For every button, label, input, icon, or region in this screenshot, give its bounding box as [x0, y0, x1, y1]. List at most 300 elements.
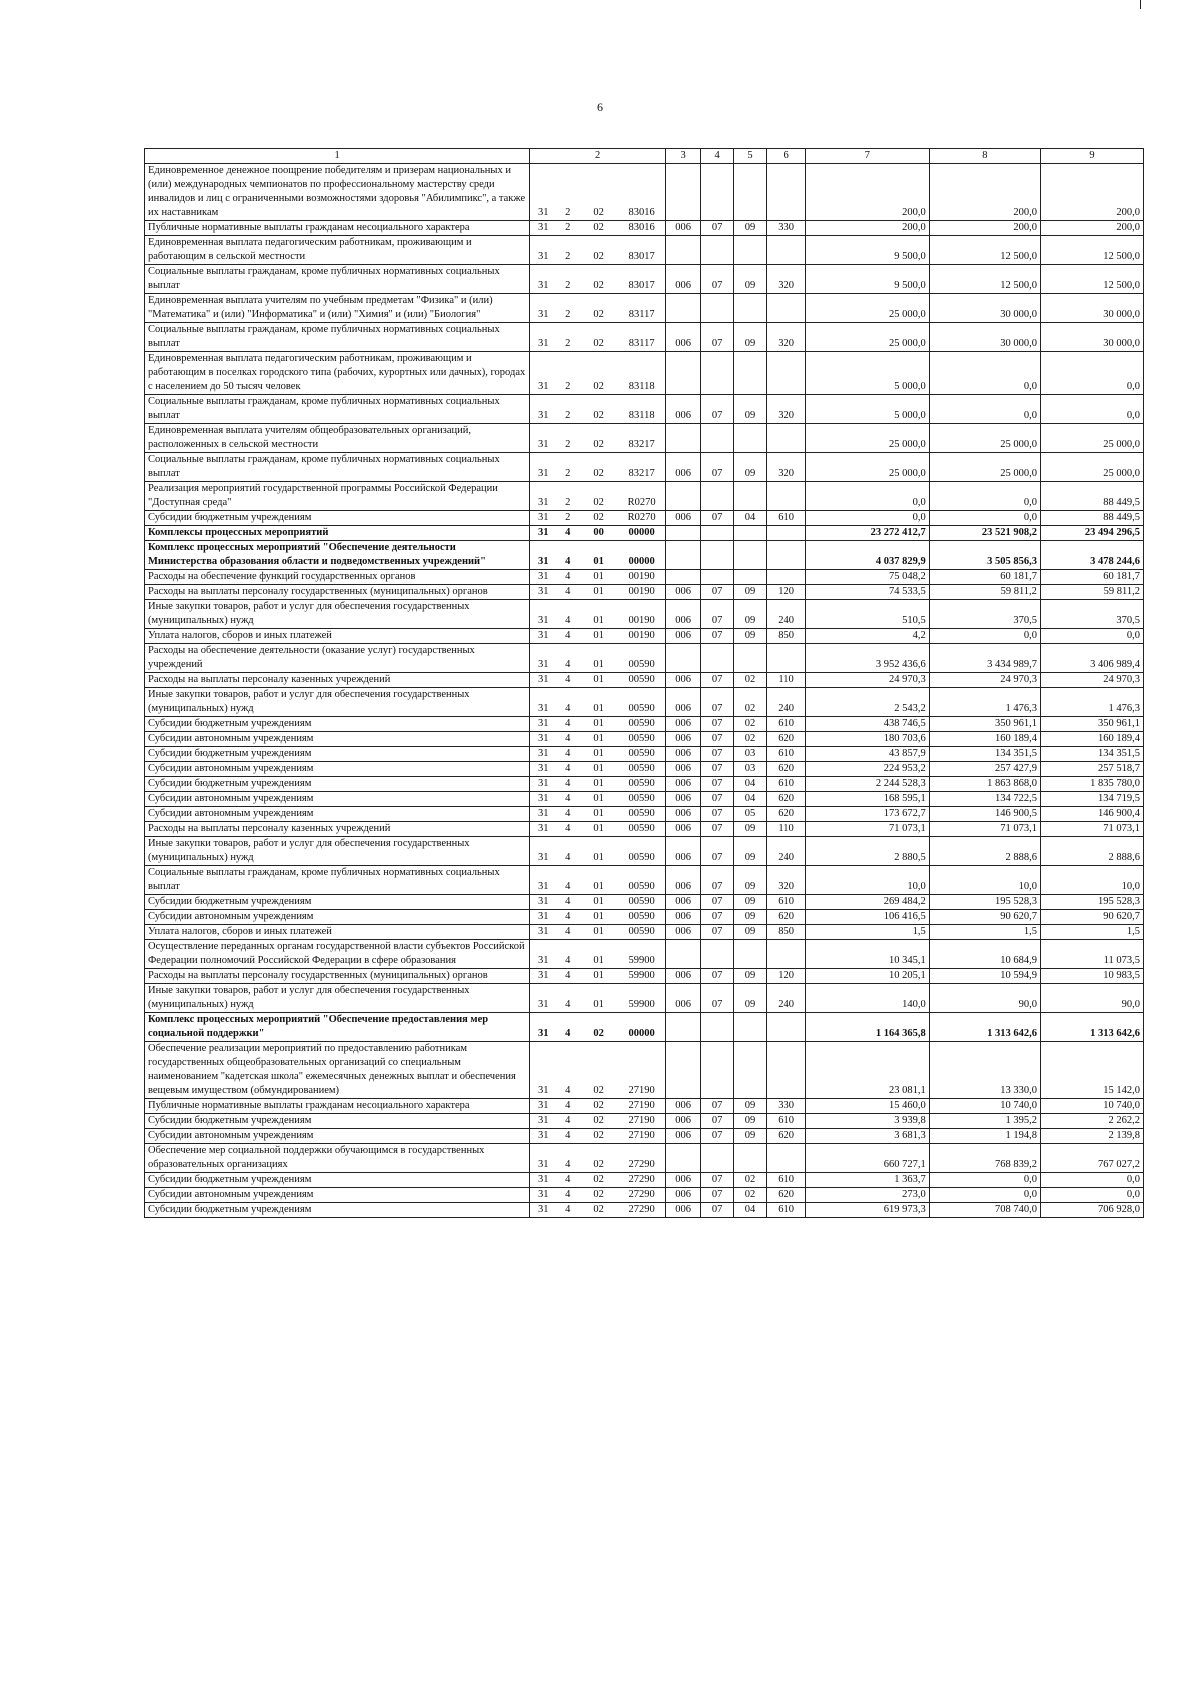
direction-code: 00590 — [618, 688, 665, 717]
row-name: Субсидии автономным учреждениям — [145, 807, 530, 822]
table-row — [145, 762, 1144, 777]
expense-type-code: 240 — [767, 837, 806, 866]
subprogram-code: 2 — [556, 352, 579, 395]
row-name: Комплекс процессных мероприятий "Обеспечение деятельности Министерства образования области и подведомственных учреждений" — [145, 541, 530, 570]
amount-year-2: 134 351,5 — [929, 747, 1040, 762]
row-name: Субсидии автономным учреждениям — [145, 762, 530, 777]
subprogram-code: 4 — [556, 762, 579, 777]
amount-year-1: 10,0 — [806, 866, 930, 895]
subsection-code: 09 — [734, 600, 767, 629]
section-code: 07 — [701, 777, 734, 792]
amount-year-2: 1 863 868,0 — [929, 777, 1040, 792]
row-name: Единовременная выплата педагогическим работникам, проживающим и работающим в поселках городского типа (рабочих, курортных или дачных), городах с населением до 50 тысяч человек — [145, 352, 530, 395]
section-code — [701, 644, 734, 673]
row-name: Социальные выплаты гражданам, кроме публичных нормативных социальных выплат — [145, 323, 530, 352]
amount-year-1: 273,0 — [806, 1188, 930, 1203]
amount-year-1: 25 000,0 — [806, 424, 930, 453]
subprogram-code: 4 — [556, 807, 579, 822]
section-code: 07 — [701, 747, 734, 762]
amount-year-3: 3 478 244,6 — [1040, 541, 1143, 570]
amount-year-1: 168 595,1 — [806, 792, 930, 807]
amount-year-2: 146 900,5 — [929, 807, 1040, 822]
subprogram-code: 4 — [556, 526, 579, 541]
amount-year-1: 510,5 — [806, 600, 930, 629]
table-row — [145, 688, 1144, 717]
subsection-code — [734, 236, 767, 265]
section-code — [701, 294, 734, 323]
amount-year-2: 195 528,3 — [929, 895, 1040, 910]
subprogram-code: 4 — [556, 910, 579, 925]
amount-year-3: 12 500,0 — [1040, 265, 1143, 294]
expense-type-code: 320 — [767, 265, 806, 294]
amount-year-1: 269 484,2 — [806, 895, 930, 910]
subsection-code: 03 — [734, 762, 767, 777]
table-row — [145, 895, 1144, 910]
program-code: 31 — [530, 1013, 557, 1042]
section-code: 07 — [701, 910, 734, 925]
department-code: 006 — [666, 895, 701, 910]
subprogram-code: 4 — [556, 585, 579, 600]
amount-year-2: 71 073,1 — [929, 822, 1040, 837]
department-code: 006 — [666, 984, 701, 1013]
event-code: 01 — [579, 570, 618, 585]
subprogram-code: 2 — [556, 395, 579, 424]
event-code: 01 — [579, 717, 618, 732]
department-code: 006 — [666, 717, 701, 732]
department-code: 006 — [666, 600, 701, 629]
subsection-code — [734, 940, 767, 969]
program-code: 31 — [530, 236, 557, 265]
program-code: 31 — [530, 895, 557, 910]
table-row — [145, 482, 1144, 511]
amount-year-3: 1 313 642,6 — [1040, 1013, 1143, 1042]
direction-code: 59900 — [618, 969, 665, 984]
section-code: 07 — [701, 1129, 734, 1144]
event-code: 01 — [579, 688, 618, 717]
program-code: 31 — [530, 1042, 557, 1099]
subprogram-code: 4 — [556, 1129, 579, 1144]
subsection-code — [734, 526, 767, 541]
column-header: 7 — [806, 149, 930, 164]
program-code: 31 — [530, 541, 557, 570]
department-code — [666, 236, 701, 265]
program-code: 31 — [530, 424, 557, 453]
row-name: Субсидии бюджетным учреждениям — [145, 895, 530, 910]
amount-year-3: 160 189,4 — [1040, 732, 1143, 747]
direction-code: 00590 — [618, 777, 665, 792]
subprogram-code: 4 — [556, 1203, 579, 1218]
table-row — [145, 585, 1144, 600]
department-code — [666, 570, 701, 585]
direction-code: R0270 — [618, 482, 665, 511]
row-name: Социальные выплаты гражданам, кроме публичных нормативных социальных выплат — [145, 453, 530, 482]
amount-year-2: 30 000,0 — [929, 294, 1040, 323]
subprogram-code: 2 — [556, 482, 579, 511]
amount-year-2: 257 427,9 — [929, 762, 1040, 777]
amount-year-1: 1 363,7 — [806, 1173, 930, 1188]
department-code: 006 — [666, 969, 701, 984]
row-name: Расходы на выплаты персоналу казенных учреждений — [145, 673, 530, 688]
event-code: 01 — [579, 762, 618, 777]
direction-code: 83217 — [618, 453, 665, 482]
direction-code: 27290 — [618, 1203, 665, 1218]
amount-year-1: 25 000,0 — [806, 453, 930, 482]
department-code: 006 — [666, 453, 701, 482]
section-code: 07 — [701, 1173, 734, 1188]
expense-type-code — [767, 541, 806, 570]
event-code: 02 — [579, 1114, 618, 1129]
section-code — [701, 424, 734, 453]
subsection-code — [734, 1144, 767, 1173]
event-code: 02 — [579, 1013, 618, 1042]
subsection-code: 04 — [734, 1203, 767, 1218]
event-code: 02 — [579, 453, 618, 482]
amount-year-3: 10 740,0 — [1040, 1099, 1143, 1114]
program-code: 31 — [530, 747, 557, 762]
expense-type-code: 610 — [767, 777, 806, 792]
department-code — [666, 164, 701, 221]
expense-type-code: 620 — [767, 762, 806, 777]
row-name: Реализация мероприятий государственной программы Российской Федерации "Доступная среда" — [145, 482, 530, 511]
table-row — [145, 717, 1144, 732]
row-name: Комплекс процессных мероприятий "Обеспечение предоставления мер социальной поддержки" — [145, 1013, 530, 1042]
subsection-code — [734, 570, 767, 585]
amount-year-2: 1,5 — [929, 925, 1040, 940]
amount-year-1: 619 973,3 — [806, 1203, 930, 1218]
table-row — [145, 1188, 1144, 1203]
department-code: 006 — [666, 585, 701, 600]
amount-year-1: 71 073,1 — [806, 822, 930, 837]
expense-type-code: 610 — [767, 1203, 806, 1218]
section-code: 07 — [701, 221, 734, 236]
direction-code: 83016 — [618, 164, 665, 221]
section-code: 07 — [701, 895, 734, 910]
corner-mark — [1140, 0, 1141, 9]
amount-year-1: 0,0 — [806, 511, 930, 526]
program-code: 31 — [530, 940, 557, 969]
subsection-code — [734, 482, 767, 511]
amount-year-3: 370,5 — [1040, 600, 1143, 629]
expense-type-code — [767, 482, 806, 511]
department-code: 006 — [666, 688, 701, 717]
row-name: Социальные выплаты гражданам, кроме публичных нормативных социальных выплат — [145, 866, 530, 895]
subprogram-code: 4 — [556, 969, 579, 984]
expense-type-code: 320 — [767, 453, 806, 482]
amount-year-2: 0,0 — [929, 395, 1040, 424]
amount-year-2: 768 839,2 — [929, 1144, 1040, 1173]
direction-code: 00000 — [618, 541, 665, 570]
department-code: 006 — [666, 511, 701, 526]
department-code: 006 — [666, 866, 701, 895]
event-code: 02 — [579, 221, 618, 236]
department-code: 006 — [666, 629, 701, 644]
section-code: 07 — [701, 984, 734, 1013]
section-code: 07 — [701, 629, 734, 644]
amount-year-1: 200,0 — [806, 164, 930, 221]
row-name: Единовременная выплата учителям общеобразовательных организаций, расположенных в сельской местности — [145, 424, 530, 453]
amount-year-3: 30 000,0 — [1040, 294, 1143, 323]
direction-code: 00190 — [618, 629, 665, 644]
expense-type-code — [767, 164, 806, 221]
subsection-code: 09 — [734, 629, 767, 644]
expense-type-code — [767, 1042, 806, 1099]
subsection-code: 09 — [734, 910, 767, 925]
amount-year-3: 2 139,8 — [1040, 1129, 1143, 1144]
subprogram-code: 4 — [556, 629, 579, 644]
subsection-code: 09 — [734, 265, 767, 294]
program-code: 31 — [530, 1144, 557, 1173]
subsection-code: 09 — [734, 984, 767, 1013]
program-code: 31 — [530, 585, 557, 600]
event-code: 01 — [579, 792, 618, 807]
amount-year-2: 30 000,0 — [929, 323, 1040, 352]
event-code: 02 — [579, 1203, 618, 1218]
table-row — [145, 777, 1144, 792]
section-code — [701, 1013, 734, 1042]
program-code: 31 — [530, 1129, 557, 1144]
amount-year-2: 1 395,2 — [929, 1114, 1040, 1129]
section-code: 07 — [701, 265, 734, 294]
section-code: 07 — [701, 323, 734, 352]
table-row — [145, 629, 1144, 644]
program-code: 31 — [530, 1203, 557, 1218]
department-code: 006 — [666, 777, 701, 792]
subsection-code: 09 — [734, 837, 767, 866]
amount-year-3: 0,0 — [1040, 395, 1143, 424]
department-code: 006 — [666, 1173, 701, 1188]
direction-code: 00590 — [618, 837, 665, 866]
department-code: 006 — [666, 747, 701, 762]
expense-type-code: 620 — [767, 732, 806, 747]
amount-year-2: 24 970,3 — [929, 673, 1040, 688]
expense-type-code — [767, 352, 806, 395]
section-code: 07 — [701, 925, 734, 940]
section-code: 07 — [701, 688, 734, 717]
subsection-code: 09 — [734, 822, 767, 837]
direction-code: 00590 — [618, 910, 665, 925]
amount-year-3: 200,0 — [1040, 221, 1143, 236]
amount-year-2: 708 740,0 — [929, 1203, 1040, 1218]
row-name: Обеспечение мер социальной поддержки обучающимся в государственных образовательных организациях — [145, 1144, 530, 1173]
subprogram-code: 4 — [556, 940, 579, 969]
table-row — [145, 984, 1144, 1013]
event-code: 02 — [579, 395, 618, 424]
direction-code: 83117 — [618, 323, 665, 352]
column-header: 3 — [666, 149, 701, 164]
table-row — [145, 453, 1144, 482]
table-row — [145, 600, 1144, 629]
subsection-code — [734, 294, 767, 323]
amount-year-3: 24 970,3 — [1040, 673, 1143, 688]
amount-year-1: 75 048,2 — [806, 570, 930, 585]
amount-year-3: 90,0 — [1040, 984, 1143, 1013]
subprogram-code: 4 — [556, 673, 579, 688]
row-name: Субсидии автономным учреждениям — [145, 1129, 530, 1144]
event-code: 02 — [579, 1042, 618, 1099]
table-row — [145, 747, 1144, 762]
table-row — [145, 1173, 1144, 1188]
event-code: 01 — [579, 837, 618, 866]
amount-year-1: 2 543,2 — [806, 688, 930, 717]
direction-code: 83017 — [618, 265, 665, 294]
amount-year-2: 134 722,5 — [929, 792, 1040, 807]
department-code: 006 — [666, 837, 701, 866]
amount-year-2: 0,0 — [929, 629, 1040, 644]
direction-code: 00590 — [618, 644, 665, 673]
direction-code: 00000 — [618, 526, 665, 541]
table-row — [145, 395, 1144, 424]
section-code: 07 — [701, 732, 734, 747]
program-code: 31 — [530, 526, 557, 541]
amount-year-3: 88 449,5 — [1040, 482, 1143, 511]
direction-code: 27290 — [618, 1188, 665, 1203]
subsection-code: 09 — [734, 925, 767, 940]
subsection-code: 09 — [734, 221, 767, 236]
department-code — [666, 1013, 701, 1042]
department-code: 006 — [666, 1099, 701, 1114]
amount-year-3: 350 961,1 — [1040, 717, 1143, 732]
subsection-code — [734, 644, 767, 673]
program-code: 31 — [530, 600, 557, 629]
subsection-code — [734, 164, 767, 221]
event-code: 02 — [579, 482, 618, 511]
row-name: Субсидии автономным учреждениям — [145, 792, 530, 807]
department-code — [666, 541, 701, 570]
section-code — [701, 1144, 734, 1173]
subprogram-code: 4 — [556, 747, 579, 762]
amount-year-2: 10,0 — [929, 866, 1040, 895]
event-code: 01 — [579, 732, 618, 747]
event-code: 02 — [579, 1144, 618, 1173]
amount-year-3: 88 449,5 — [1040, 511, 1143, 526]
amount-year-2: 13 330,0 — [929, 1042, 1040, 1099]
program-code: 31 — [530, 673, 557, 688]
section-code — [701, 541, 734, 570]
amount-year-2: 2 888,6 — [929, 837, 1040, 866]
row-name: Уплата налогов, сборов и иных платежей — [145, 629, 530, 644]
program-code: 31 — [530, 629, 557, 644]
department-code — [666, 940, 701, 969]
section-code — [701, 482, 734, 511]
subprogram-code: 4 — [556, 792, 579, 807]
department-code: 006 — [666, 1114, 701, 1129]
expense-type-code: 850 — [767, 925, 806, 940]
amount-year-1: 3 681,3 — [806, 1129, 930, 1144]
subsection-code: 09 — [734, 969, 767, 984]
direction-code: 83118 — [618, 395, 665, 424]
amount-year-3: 10,0 — [1040, 866, 1143, 895]
program-code: 31 — [530, 777, 557, 792]
amount-year-2: 0,0 — [929, 1173, 1040, 1188]
table-row — [145, 1013, 1144, 1042]
program-code: 31 — [530, 984, 557, 1013]
expense-type-code — [767, 644, 806, 673]
amount-year-3: 257 518,7 — [1040, 762, 1143, 777]
budget-table — [144, 148, 1144, 1218]
program-code: 31 — [530, 910, 557, 925]
direction-code: 00590 — [618, 762, 665, 777]
section-code: 07 — [701, 717, 734, 732]
amount-year-3: 195 528,3 — [1040, 895, 1143, 910]
table-row — [145, 526, 1144, 541]
table-row — [145, 1042, 1144, 1099]
event-code: 01 — [579, 585, 618, 600]
event-code: 02 — [579, 1188, 618, 1203]
table-row — [145, 837, 1144, 866]
subprogram-code: 4 — [556, 1013, 579, 1042]
section-code: 07 — [701, 511, 734, 526]
program-code: 31 — [530, 792, 557, 807]
row-name: Единовременная выплата педагогическим работникам, проживающим и работающим в сельской местности — [145, 236, 530, 265]
program-code: 31 — [530, 221, 557, 236]
table-row — [145, 265, 1144, 294]
amount-year-3: 706 928,0 — [1040, 1203, 1143, 1218]
table-row — [145, 221, 1144, 236]
department-code — [666, 1144, 701, 1173]
direction-code: 00000 — [618, 1013, 665, 1042]
direction-code: 00190 — [618, 585, 665, 600]
event-code: 01 — [579, 822, 618, 837]
amount-year-1: 224 953,2 — [806, 762, 930, 777]
row-name: Субсидии автономным учреждениям — [145, 732, 530, 747]
amount-year-3: 10 983,5 — [1040, 969, 1143, 984]
row-name: Иные закупки товаров, работ и услуг для обеспечения государственных (муниципальных) нужд — [145, 984, 530, 1013]
amount-year-3: 60 181,7 — [1040, 570, 1143, 585]
amount-year-3: 0,0 — [1040, 1188, 1143, 1203]
row-name: Иные закупки товаров, работ и услуг для обеспечения государственных (муниципальных) нужд — [145, 837, 530, 866]
section-code: 07 — [701, 1188, 734, 1203]
event-code: 01 — [579, 777, 618, 792]
program-code: 31 — [530, 762, 557, 777]
amount-year-1: 5 000,0 — [806, 352, 930, 395]
amount-year-3: 1 476,3 — [1040, 688, 1143, 717]
page-number: 6 — [597, 100, 603, 114]
subprogram-code: 4 — [556, 837, 579, 866]
program-code: 31 — [530, 969, 557, 984]
event-code: 02 — [579, 164, 618, 221]
amount-year-1: 180 703,6 — [806, 732, 930, 747]
row-name: Расходы на выплаты персоналу государственных (муниципальных) органов — [145, 585, 530, 600]
subsection-code: 09 — [734, 1114, 767, 1129]
amount-year-3: 25 000,0 — [1040, 453, 1143, 482]
subsection-code: 02 — [734, 688, 767, 717]
subsection-code: 09 — [734, 895, 767, 910]
subprogram-code: 4 — [556, 541, 579, 570]
amount-year-1: 2 244 528,3 — [806, 777, 930, 792]
amount-year-3: 134 351,5 — [1040, 747, 1143, 762]
event-code: 01 — [579, 747, 618, 762]
amount-year-1: 2 880,5 — [806, 837, 930, 866]
amount-year-1: 140,0 — [806, 984, 930, 1013]
program-code: 31 — [530, 164, 557, 221]
subsection-code — [734, 1042, 767, 1099]
row-name: Обеспечение реализации мероприятий по предоставлению работникам государственных общеобразовательных организаций со специальным наименованием "кадетская школа" ежемесячных денежных выплат и обеспечения вещевым имуществом (обмундированием) — [145, 1042, 530, 1099]
section-code — [701, 570, 734, 585]
column-header: 1 — [145, 149, 530, 164]
amount-year-3: 25 000,0 — [1040, 424, 1143, 453]
department-code: 006 — [666, 732, 701, 747]
department-code — [666, 294, 701, 323]
row-name: Единовременная выплата учителям по учебным предметам "Физика" и (или) "Математика" и (или) "Информатика" и (или) "Химия" и (или) "Биология" — [145, 294, 530, 323]
expense-type-code: 610 — [767, 1173, 806, 1188]
direction-code: 27190 — [618, 1042, 665, 1099]
table-row — [145, 969, 1144, 984]
column-header: 6 — [767, 149, 806, 164]
expense-type-code — [767, 1013, 806, 1042]
expense-type-code — [767, 236, 806, 265]
event-code: 01 — [579, 895, 618, 910]
table-row — [145, 910, 1144, 925]
